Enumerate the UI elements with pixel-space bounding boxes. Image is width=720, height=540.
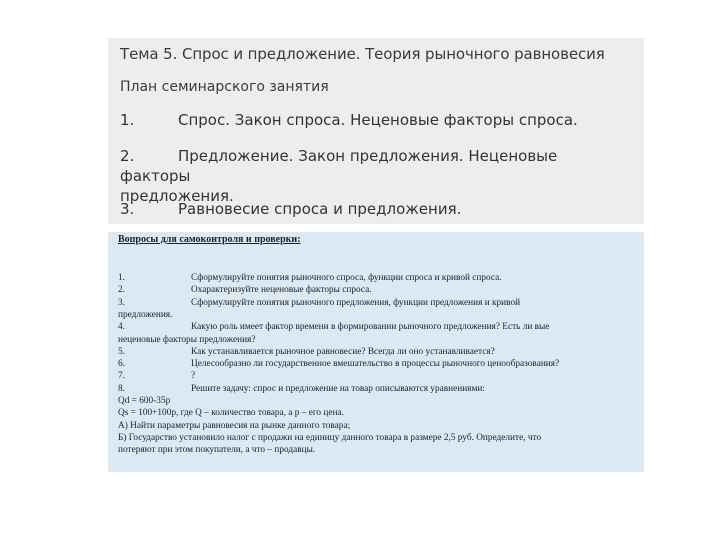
question-text: Охарактеризуйте неценовые факторы спроса. — [191, 285, 372, 296]
question-line — [118, 285, 636, 297]
question-line — [118, 421, 636, 433]
question-line — [118, 347, 636, 359]
question-line — [118, 445, 636, 457]
question-text: Как устанавливается рыночное равновесие? Всегда ли оно устанавливается? — [191, 346, 495, 357]
plan-item-text: Равновесие спроса и предложения. — [178, 200, 462, 218]
question-line — [118, 433, 636, 445]
question-line — [118, 396, 636, 408]
plan-item-text: Предложение. Закон предложения. Неценовые факторы — [120, 147, 558, 185]
question-text: Целесообразно ли государственное вмешательство в процессы рыночного ценообразования? — [191, 359, 560, 370]
question-number: 2. — [118, 285, 125, 296]
question-number: 1. — [118, 273, 125, 283]
seminar-plan-panel — [108, 38, 644, 224]
question-number: 7. — [118, 371, 125, 382]
self-check-questions-panel — [108, 232, 644, 472]
question-line — [118, 359, 636, 371]
plan-subtitle: План семинарского занятия — [120, 79, 329, 95]
plan-item-text-cont: предложения. — [120, 187, 234, 205]
question-line — [118, 335, 636, 347]
question-text: неценовые факторы предложения? — [118, 334, 256, 345]
plan-item-2 — [120, 146, 630, 206]
question-number: 8. — [118, 383, 125, 394]
question-line — [118, 310, 636, 322]
question-number: 3. — [118, 297, 125, 308]
question-text: потеряют при этом покупатели, а что – продавцы. — [118, 445, 316, 456]
question-number: 5. — [118, 346, 125, 357]
question-text: Решите задачу: спрос и предложение на товар описываются уравнениями: — [191, 383, 485, 394]
plan-item-3 — [120, 199, 630, 219]
questions-title: Вопросы для самоконтроля и проверки: — [118, 234, 301, 245]
question-text: Сформулируйте понятия рыночного предложения, функции предложения и кривой — [191, 297, 521, 308]
question-text: предложения. — [118, 309, 173, 320]
question-line — [118, 371, 636, 383]
question-text: Какую роль имеет фактор времени в формировании рыночного предложения? Есть ли вые — [191, 322, 550, 333]
topic-title: Тема 5. Спрос и предложение. Теория рыночного равновесия — [120, 45, 605, 63]
plan-item-number: 3. — [120, 200, 135, 218]
question-text: Qs = 100+100p, где Q – количество товара, а p – его цена. — [118, 408, 344, 419]
question-text: Б) Государство установило налог с продажи на единицу данного товара в размере 2,5 руб. Определите, что — [118, 432, 542, 443]
question-text: А) Найти параметры равновесия на рынке данного товара; — [118, 420, 351, 431]
plan-item-number: 2. — [120, 147, 135, 165]
question-number: 4. — [118, 322, 125, 333]
question-text: Сформулируйте понятия рыночного спроса, функции спроса и кривой спроса. — [191, 273, 502, 283]
question-number: 6. — [118, 359, 125, 370]
plan-item-text: Спрос. Закон спроса. Неценовые факторы спроса. — [178, 111, 578, 129]
question-line — [118, 273, 636, 285]
plan-item-number: 1. — [120, 111, 135, 129]
question-text: ? — [191, 371, 196, 382]
question-line — [118, 298, 636, 310]
question-line — [118, 384, 636, 396]
question-line — [118, 408, 636, 420]
question-text: Qd = 600-35p — [118, 396, 171, 406]
question-line — [118, 322, 636, 334]
plan-item-1 — [120, 110, 630, 130]
